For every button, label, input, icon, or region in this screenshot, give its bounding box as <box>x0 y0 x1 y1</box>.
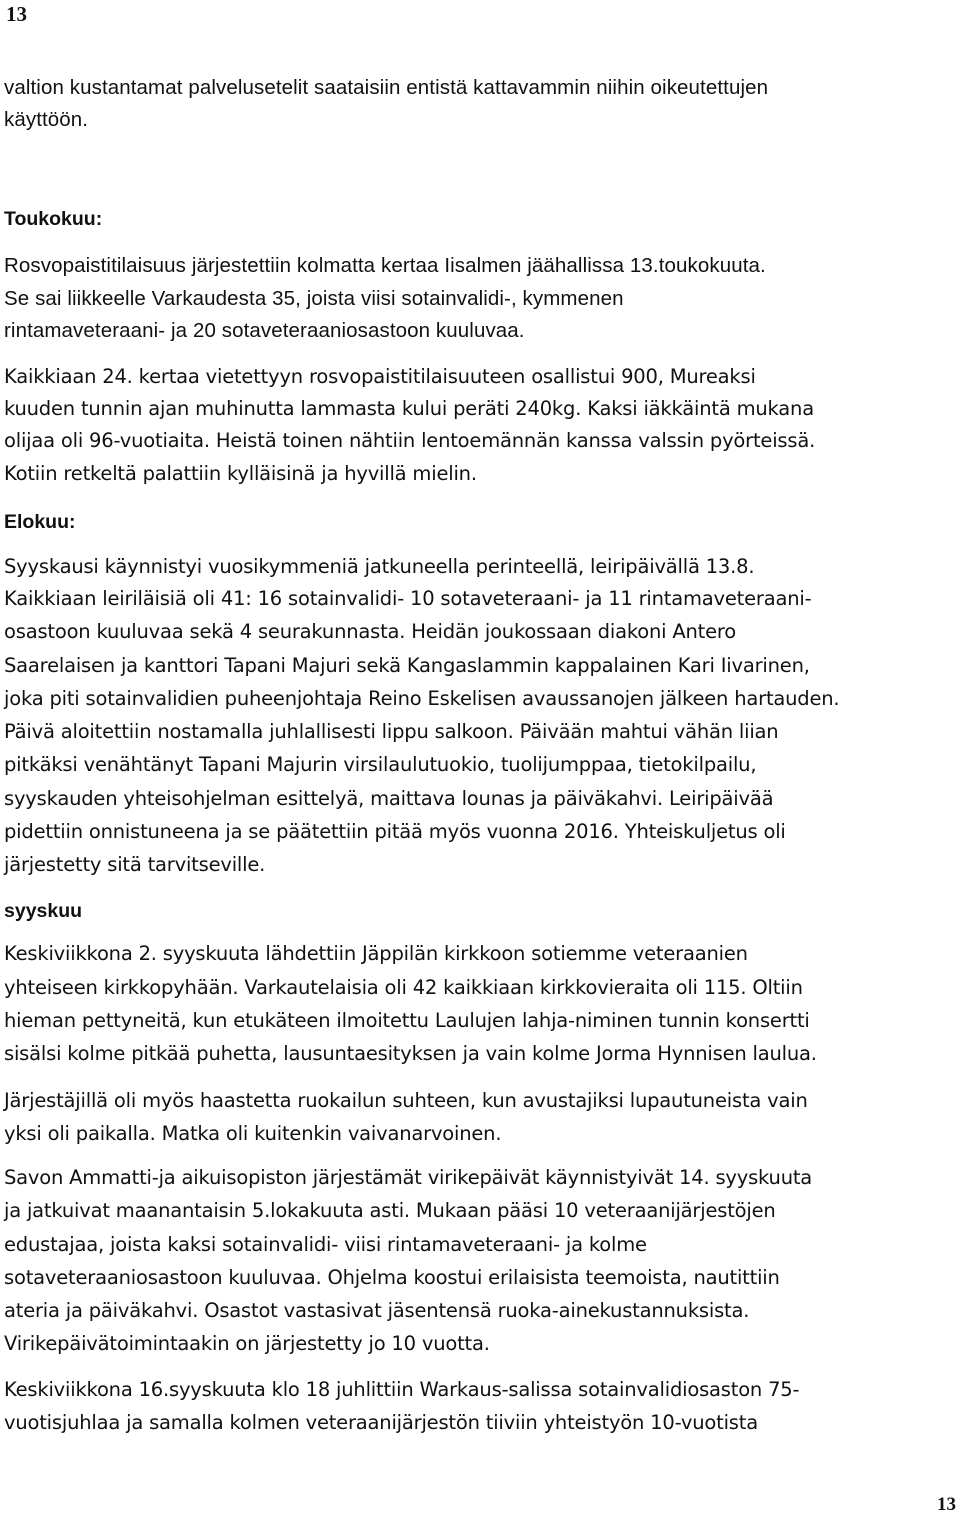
section-heading: Elokuu: <box>4 511 76 533</box>
page-number-top: 13 <box>6 2 27 26</box>
text-line: Se sai liikkeelle Varkaudesta 35, joista viisi sotainvalidi-, kymmenen <box>4 287 624 310</box>
text-line: syyskauden yhteisohjelman esittelyä, maittava lounas ja päiväkahvi. Leiripäivää <box>4 787 774 810</box>
text-line: pitkäksi venähtänyt Tapani Majurin virsilaulutuokio, tuolijumppaa, tietokilpailu, <box>4 753 757 776</box>
text-line: ateria ja päiväkahvi. Osastot vastasivat jäsentensä ruoka-ainekustannuksista. <box>4 1299 750 1322</box>
text-line: joka piti sotainvalidien puheenjohtaja Reino Eskelisen avaussanojen jälkeen hartauden. <box>4 687 840 710</box>
text-line: yksi oli paikalla. Matka oli kuitenkin vaivanarvoinen. <box>4 1122 502 1145</box>
text-line: Virikepäivätoimintaakin on järjestetty jo 10 vuotta. <box>4 1332 490 1355</box>
text-line: edustajaa, joista kaksi sotainvalidi- viisi rintamaveteraani- ja kolme <box>4 1233 647 1256</box>
text-line: Keskiviikkona 2. syyskuuta lähdettiin Jäppilän kirkkoon sotiemme veteraanien <box>4 942 748 965</box>
text-line: Kaikkiaan 24. kertaa vietettyyn rosvopaistitilaisuuteen osallistui 900, Mureaksi <box>4 365 756 388</box>
text-line: valtion kustantamat palvelusetelit saataisiin entistä kattavammin niihin oikeutettujen <box>4 76 769 99</box>
text-line: sotaveteraaniosastoon kuuluvaa. Ohjelma koostui erilaisista teemoista, nautittiin <box>4 1266 780 1289</box>
text-line: Kotiin retkeltä palattiin kylläisinä ja hyvillä mielin. <box>4 462 477 485</box>
text-line: Rosvopaistitilaisuus järjestettiin kolmatta kertaa Iisalmen jäähallissa 13.toukokuuta. <box>4 254 766 277</box>
text-line: Saarelaisen ja kanttori Tapani Majuri sekä Kangaslammin kappalainen Kari Iivarinen, <box>4 654 810 677</box>
text-line: yhteiseen kirkkopyhään. Varkautelaisia oli 42 kaikkiaan kirkkovieraita oli 115. Oltiin <box>4 976 803 999</box>
page-number-bottom: 13 <box>937 1494 956 1515</box>
text-line: Savon Ammatti-ja aikuisopiston järjestämät virikepäivät käynnistyivät 14. syyskuuta <box>4 1166 813 1189</box>
text-line: rintamaveteraani- ja 20 sotaveteraaniosastoon kuuluvaa. <box>4 319 525 342</box>
text-line: hieman pettyneitä, kun etukäteen ilmoitettu Laulujen lahja-niminen tunnin konsertti <box>4 1009 810 1032</box>
text-line: ja jatkuivat maanantaisin 5.lokakuuta asti. Mukaan pääsi 10 veteraanijärjestöjen <box>4 1199 776 1222</box>
text-line: Kaikkiaan leiriläisiä oli 41: 16 sotainvalidi- 10 sotaveteraani- ja 11 rintamaveteraani- <box>4 587 812 610</box>
text-line: käyttöön. <box>4 108 89 131</box>
text-line: olijaa oli 96-vuotiaita. Heistä toinen nähtiin lentoemännän kanssa valssin pyörteissä. <box>4 429 816 452</box>
text-line: Syyskausi käynnistyi vuosikymmeniä jatkuneella perinteellä, leiripäivällä 13.8. <box>4 555 755 578</box>
text-line: Järjestäjillä oli myös haastetta ruokailun suhteen, kun avustajiksi lupautuneista vain <box>4 1089 808 1112</box>
text-line: Keskiviikkona 16.syyskuuta klo 18 juhlittiin Warkaus-salissa sotainvalidiosaston 75- <box>4 1378 800 1401</box>
text-line: vuotisjuhlaa ja samalla kolmen veteraanijärjestön tiiviin yhteistyön 10-vuotista <box>4 1411 758 1434</box>
text-line: osastoon kuuluvaa sekä 4 seurakunnasta. Heidän joukossaan diakoni Antero <box>4 620 736 643</box>
text-line: järjestetty sitä tarvitseville. <box>4 853 266 876</box>
text-line: Päivä aloitettiin nostamalla juhlallisesti lippu salkoon. Päivään mahtui vähän liian <box>4 720 779 743</box>
text-line: kuuden tunnin ajan muhinutta lammasta kului peräti 240kg. Kaksi iäkkäintä mukana <box>4 397 814 420</box>
section-heading: syyskuu <box>4 900 83 922</box>
text-line: sisälsi kolme pitkää puhetta, lausuntaesityksen ja vain kolme Jorma Hynnisen laulua. <box>4 1042 817 1065</box>
text-line: pidettiin onnistuneena ja se päätettiin pitää myös vuonna 2016. Yhteiskuljetus oli <box>4 820 786 843</box>
section-heading: Toukokuu: <box>4 208 103 230</box>
